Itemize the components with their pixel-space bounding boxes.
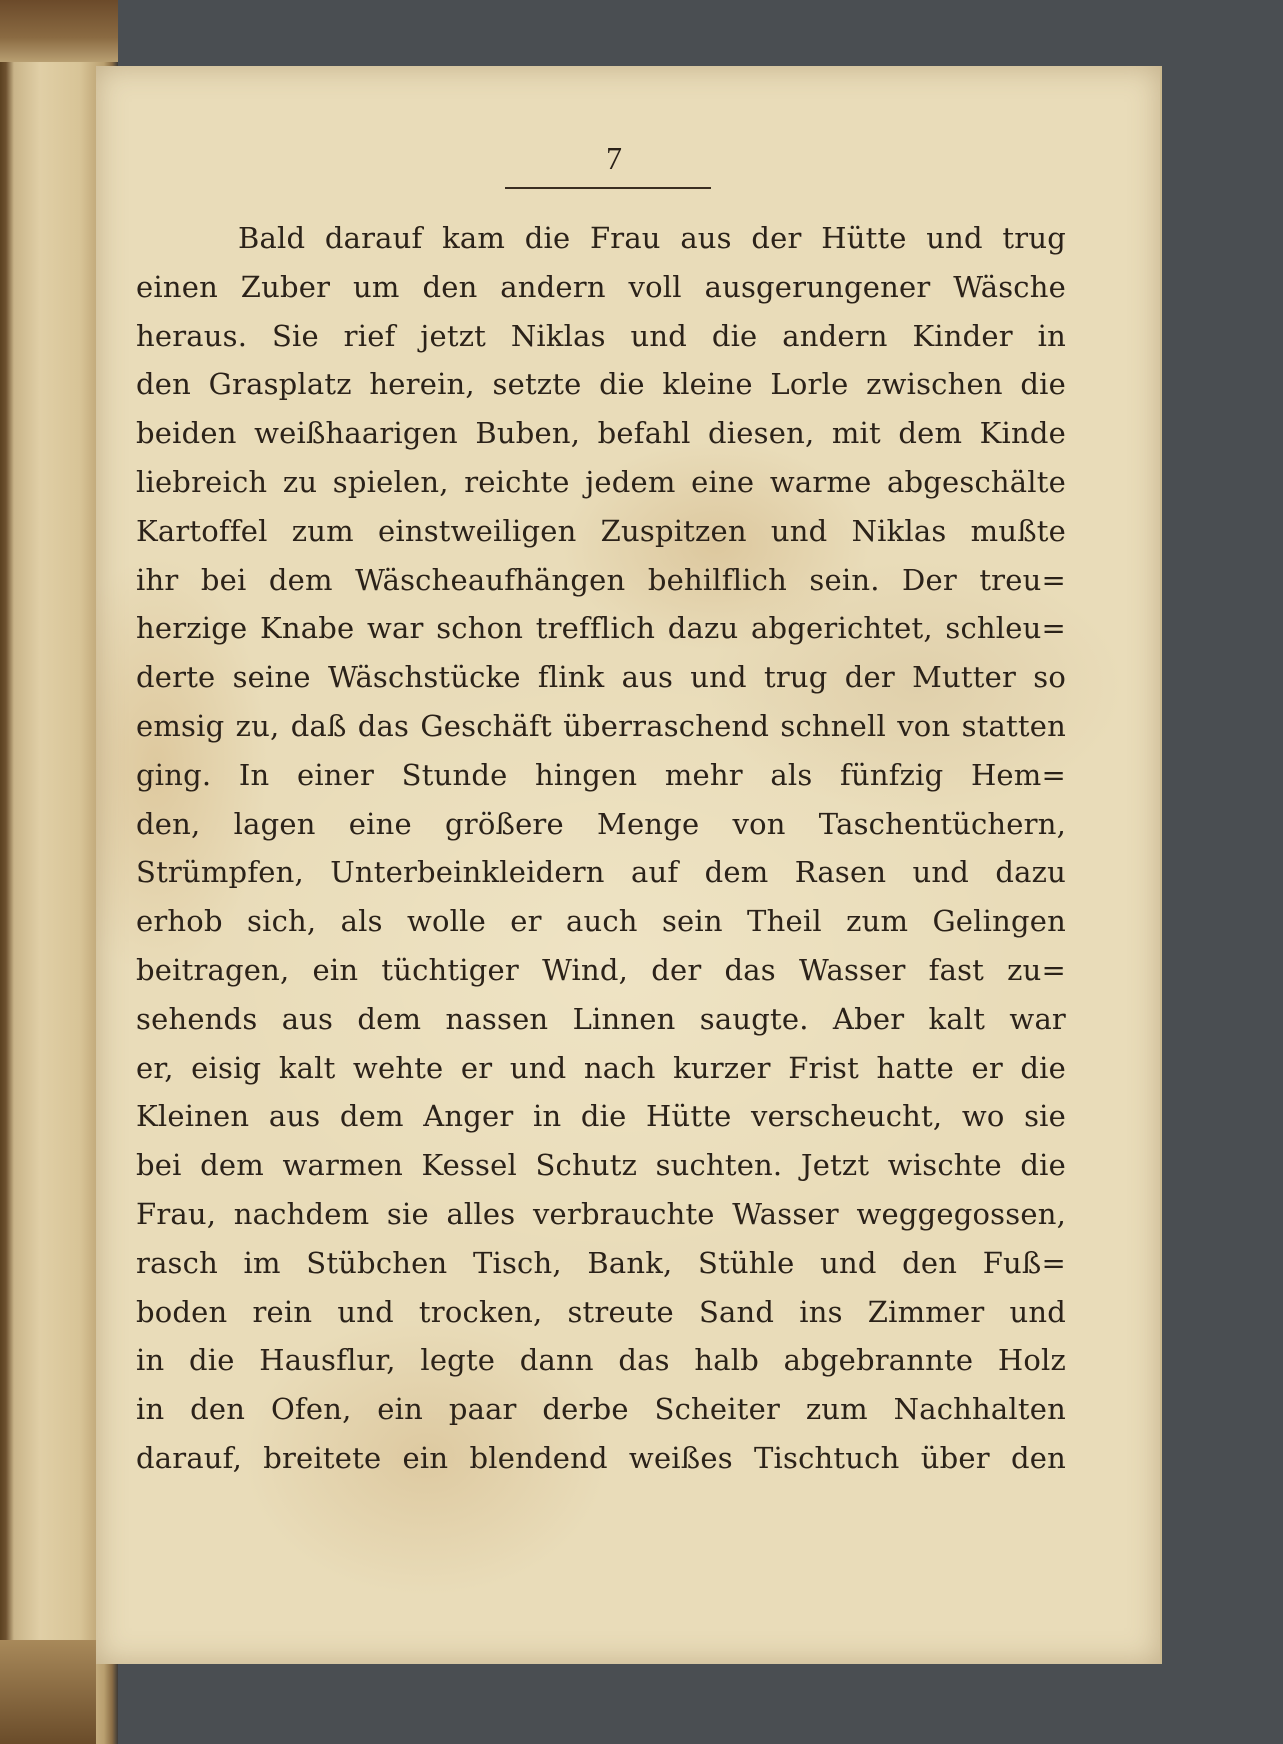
text-line: erhob sich, als wolle er auch sein Theil zum Gelingen <box>136 904 1066 939</box>
text-line: darauf, breitete ein blendend weißes Tischtuch über den <box>136 1440 1066 1475</box>
page-number: 7 <box>606 140 622 176</box>
text-line: ging. In einer Stunde hingen mehr als fünfzig Hem= <box>136 757 1066 792</box>
text-line: bei dem warmen Kessel Schutz suchten. Jetzt wischte die <box>136 1148 1066 1183</box>
text-line: rasch im Stübchen Tisch, Bank, Stühle und den Fuß= <box>136 1245 1066 1280</box>
binding-bottom-edge <box>0 1640 96 1744</box>
text-line: liebreich zu spielen, reichte jedem eine warme abgeschälte <box>136 464 1066 499</box>
text-line: den, lagen eine größere Menge von Taschentüchern, <box>136 806 1066 841</box>
text-line: den Grasplatz herein, setzte die kleine Lorle zwischen die <box>136 367 1066 402</box>
text-line: heraus. Sie rief jetzt Niklas und die andern Kinder in <box>136 318 1066 353</box>
text-line: herzige Knabe war schon trefflich dazu abgerichtet, schleu= <box>136 611 1066 646</box>
text-line: boden rein und trocken, streute Sand ins Zimmer und <box>136 1294 1066 1329</box>
page-text <box>136 214 1066 1483</box>
text-line: emsig zu, daß das Geschäft überraschend schnell von statten <box>136 708 1066 743</box>
text-line: beitragen, ein tüchtiger Wind, der das Wasser fast zu= <box>136 952 1066 987</box>
text-line: einen Zuber um den andern voll ausgerungener Wäsche <box>136 269 1066 304</box>
text-line: Frau, nachdem sie alles verbrauchte Wasser weggegossen, <box>136 1196 1066 1231</box>
text-line: Strümpfen, Unterbeinkleidern auf dem Rasen und dazu <box>136 855 1066 890</box>
header-rule <box>505 187 711 189</box>
text-line: in die Hausflur, legte dann das halb abgebrannte Holz <box>136 1343 1066 1378</box>
text-line: Bald darauf kam die Frau aus der Hütte und trug <box>238 221 1066 255</box>
text-line: derte seine Wäschstücke flink aus und trug der Mutter so <box>136 660 1066 695</box>
text-line: Kleinen aus dem Anger in die Hütte verscheucht, wo sie <box>136 1099 1066 1134</box>
text-line: in den Ofen, ein paar derbe Scheiter zum Nachhalten <box>136 1392 1066 1427</box>
text-line: ihr bei dem Wäscheaufhängen behilflich sein. Der treu= <box>136 562 1066 597</box>
text-line: sehends aus dem nassen Linnen saugte. Aber kalt war <box>136 1001 1066 1036</box>
text-line: beiden weißhaarigen Buben, befahl diesen, mit dem Kinde <box>136 416 1066 451</box>
binding-top-edge <box>0 0 118 62</box>
text-line: er, eisig kalt wehte er und nach kurzer Frist hatte er die <box>136 1050 1066 1085</box>
text-line: Kartoffel zum einstweiligen Zuspitzen und Niklas mußte <box>136 513 1066 548</box>
